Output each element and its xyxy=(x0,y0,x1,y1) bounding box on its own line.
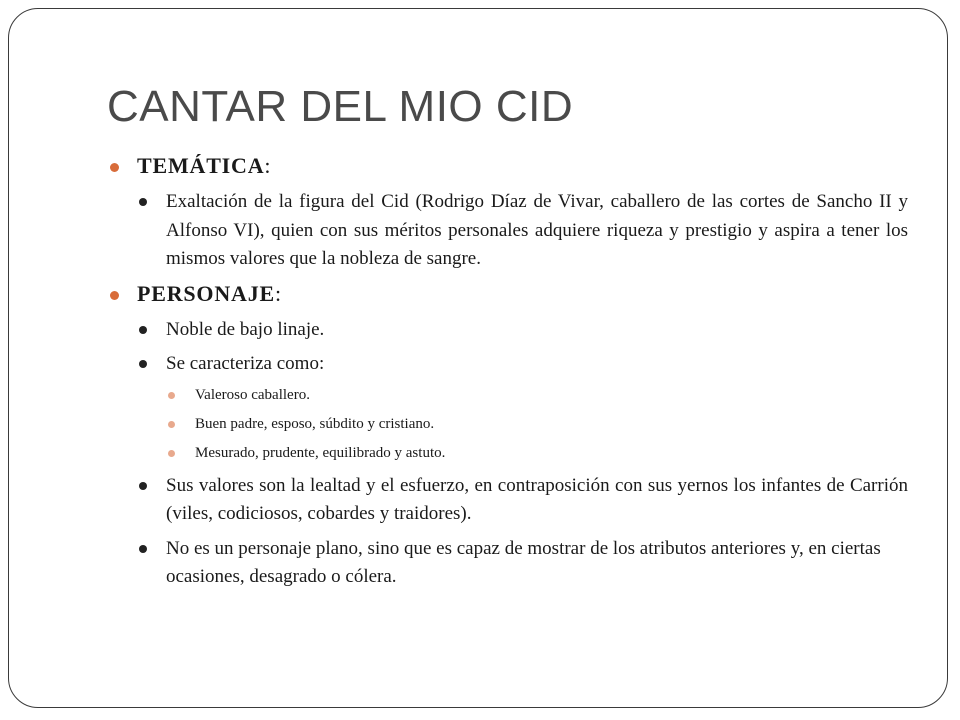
section-items xyxy=(137,188,908,274)
bullet-icon xyxy=(139,326,147,334)
slide-content xyxy=(108,152,908,598)
item-text: No es un personaje plano, sino que es capaz de mostrar de los atributos anteriores y, en ciertas ocasiones, desagrado o cólera. xyxy=(166,537,881,587)
heading-colon: : xyxy=(264,153,271,178)
sub-list-item xyxy=(166,385,908,405)
item-text: Noble de bajo linaje. xyxy=(166,318,325,340)
sub-list-item xyxy=(166,414,908,434)
section-tematica xyxy=(108,152,908,274)
sub-item-text: Valeroso caballero. xyxy=(195,386,310,403)
section-heading: PERSONAJE xyxy=(137,280,275,306)
slide-title: CANTAR DEL MIO CID xyxy=(107,82,574,131)
sub-item-text: Mesurado, prudente, equilibrado y astuto. xyxy=(195,444,446,461)
bullet-icon xyxy=(110,291,119,300)
bullet-icon xyxy=(139,360,147,368)
item-text: Sus valores son la lealtad y el esfuerzo, en contraposición con sus yernos los infantes de Carrión (viles, codiciosos, cobardes y traidores). xyxy=(166,474,908,524)
list-item xyxy=(137,188,908,274)
list-item xyxy=(137,316,908,345)
bullet-icon xyxy=(110,163,119,172)
item-text: Se caracteriza como: xyxy=(166,353,325,374)
list-item xyxy=(137,472,908,529)
item-text: Exaltación de la figura del Cid (Rodrigo Díaz de Vivar, caballero de las cortes de Sancho II y Alfonso VI), quien con sus méritos personales adquiere riqueza y prestigio y aspira a tener los mismos valores que la nobleza de sangre. xyxy=(166,191,908,269)
bullet-icon xyxy=(139,545,147,553)
sub-list-item xyxy=(166,443,908,463)
bullet-icon xyxy=(139,198,147,206)
bullet-icon xyxy=(139,482,147,490)
section-personaje xyxy=(108,280,908,592)
list-item xyxy=(137,350,908,463)
bullet-list xyxy=(108,152,908,592)
sub-item-text: Buen padre, esposo, súbdito y cristiano. xyxy=(195,415,435,432)
bullet-icon xyxy=(168,392,175,399)
section-heading: TEMÁTICA xyxy=(137,153,265,178)
list-item xyxy=(137,535,908,592)
bullet-icon xyxy=(168,450,175,457)
sub-items xyxy=(166,385,908,463)
section-items xyxy=(137,316,908,592)
bullet-icon xyxy=(168,421,175,428)
heading-colon: : xyxy=(275,280,282,306)
